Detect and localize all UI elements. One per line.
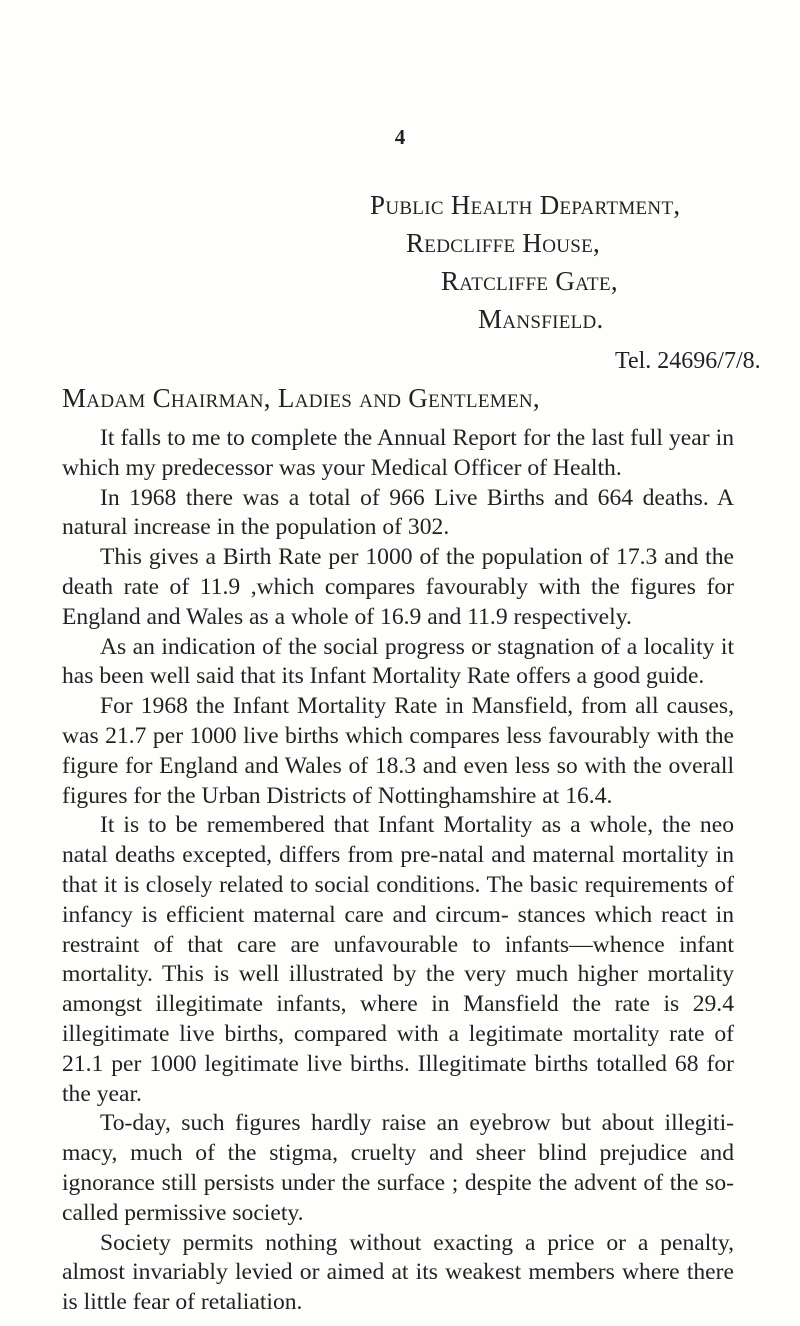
paragraph: As an indication of the social progress or stagnation of a locality it has been well said that its Infant Mortality Rate offers a good guide. (62, 633, 734, 690)
paragraph: For 1968 the Infant Mortality Rate in Mansfield, from all causes, was 21.7 per 1000 live births which compares less favourably with the figure for England and Wales of 18.3 and even less so with the overall figures for the Urban Districts of Nottinghamshire at 16.4. (62, 693, 734, 809)
address-line-department: Public Health Department, (370, 190, 681, 220)
letter-body (62, 424, 734, 1318)
paragraph: It falls to me to complete the Annual Report for the last full year in which my predecessor was your Medical Officer of Health. (62, 425, 734, 481)
address-telephone: Tel. 24696/7/8. (615, 348, 761, 374)
paragraph: In 1968 there was a total of 966 Live Births and 664 deaths. A natural increase in the population of 302. (62, 484, 734, 541)
paragraph: Society permits nothing without exacting a price or a penalty, almost invariably levied or aimed at its weakest members where there is little fear of retaliation. (62, 1229, 734, 1316)
paragraph: It is to be remembered that Infant Mortality as a whole, the neo natal deaths excepted, differs from pre-natal and maternal mortality in that it is closely related to social conditions. The basic requirements of infancy is efficient maternal care and circum- stances which react in restraint of that care are unfavourable to infants—whence infant mortality. This is well illustrated by the very much higher mortality amongst illegitimate infants, where in Mansfield the rate is 29.4 illegitimate live births, compared with a legitimate mortality rate of 21.1 per 1000 legitimate live births. Illegitimate births totalled 68 for the year. (62, 812, 734, 1107)
paragraph: To-day, such figures hardly raise an eyebrow but about illegiti- macy, much of the stigma, cruelty and sheer blind prejudice and ignorance still persists under the surface ; despite the advent of the so-called permissive society. (62, 1110, 734, 1226)
address-line-street: Ratcliffe Gate, (441, 266, 618, 296)
page-number: 4 (394, 125, 406, 149)
address-line-building: Redcliffe House, (406, 228, 601, 258)
paragraph: This gives a Birth Rate per 1000 of the population of 17.3 and the death rate of 11.9 ,which compares favourably with the figures for England and Wales as a whole of 16.9 and 11.9 respectively. (62, 544, 734, 630)
address-line-town: Mansfield. (478, 304, 604, 334)
salutation: Madam Chairman, Ladies and Gentlemen, (62, 383, 540, 413)
